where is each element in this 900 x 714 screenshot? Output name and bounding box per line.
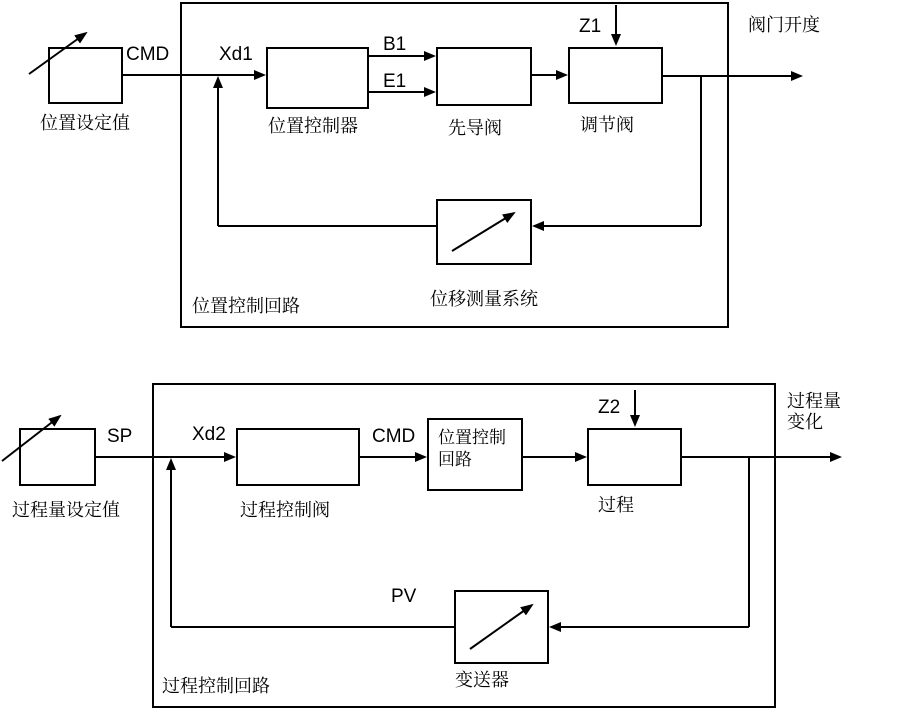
cmd2-arrowhead-icon: [415, 452, 427, 462]
sp-label: SP: [107, 426, 133, 447]
inner-position-loop-label-line2: 回路: [438, 450, 472, 469]
feedback2-right-line: [561, 626, 749, 628]
position-controller-box: [266, 47, 369, 109]
position-loop-label: 位置控制回路: [192, 296, 300, 316]
feedback-tap-line: [700, 76, 702, 226]
process-setpoint-label: 过程量设定值: [12, 500, 120, 520]
xd2-label: Xd2: [192, 424, 226, 445]
inner-position-loop-label-line1: 位置控制: [438, 428, 506, 447]
pilot-valve-box: [436, 47, 532, 106]
feedback2-tap-line: [748, 458, 750, 627]
e1-label: E1: [383, 71, 407, 92]
process-output-label: [787, 391, 841, 433]
position-controller-label: 位置控制器: [268, 116, 358, 136]
b1-line: [369, 55, 424, 57]
transmitter-arrow-icon: [456, 592, 547, 662]
feedback-left-line: [218, 225, 436, 227]
z2-arrowhead-icon: [630, 415, 640, 427]
feedback-left-arrowhead-icon: [532, 221, 544, 231]
control-valve-box: [568, 47, 663, 104]
pv-label: PV: [391, 586, 417, 607]
feedback-up-arrowhead-icon: [213, 76, 223, 88]
measurement-arrow-icon: [438, 201, 530, 263]
process-box: [587, 428, 682, 486]
z2-label: Z2: [598, 397, 621, 418]
inner-to-process-arrowhead-icon: [575, 452, 587, 462]
valve-output-arrowhead-icon: [791, 71, 803, 81]
inner-to-process-line: [523, 456, 575, 458]
displacement-measurement-label: 位移测量系统: [430, 289, 538, 309]
adjustable-arrow-icon: [0, 404, 70, 466]
cmd2-label: CMD: [372, 426, 416, 447]
z1-label: Z1: [579, 16, 602, 37]
process-output-label-line2: 变化: [787, 412, 823, 432]
valve-output-label: 阀门开度: [748, 15, 820, 35]
z1-arrowhead-icon: [611, 34, 621, 46]
inner-position-loop-label: [438, 427, 506, 471]
feedback2-left-vertical-line: [170, 470, 172, 627]
cmd-arrowhead-icon: [254, 70, 266, 80]
feedback2-left-arrowhead-icon: [549, 622, 561, 632]
cmd-line: [123, 74, 254, 76]
sp-line: [96, 456, 224, 458]
feedback-right-line: [544, 225, 701, 227]
transmitter-label: 变送器: [455, 670, 509, 690]
e1-arrowhead-icon: [424, 87, 436, 97]
control-valve-label: 调节阀: [580, 115, 634, 135]
b1-label: B1: [383, 34, 407, 55]
process-label: 过程: [598, 495, 634, 515]
xd1-label: Xd1: [219, 44, 253, 65]
z2-line: [634, 390, 636, 416]
pilot-valve-label: 先导阀: [448, 118, 502, 138]
adjustable-arrow-icon: [18, 20, 102, 82]
process-output-label-line1: 过程量: [787, 391, 841, 411]
position-setpoint-label: 位置设定值: [40, 113, 130, 133]
sp-arrowhead-icon: [224, 452, 236, 462]
process-valve-label: 过程控制阀: [240, 500, 330, 520]
feedback2-up-arrowhead-icon: [166, 458, 176, 470]
feedback-left-vertical-line: [217, 88, 219, 226]
feedback2-left-line: [171, 626, 454, 628]
process-valve-box: [236, 428, 360, 486]
z1-line: [615, 5, 617, 35]
pilot-to-valve-arrowhead-icon: [556, 70, 568, 80]
cmd2-line: [360, 456, 415, 458]
process-output-line: [682, 456, 830, 458]
process-loop-label: 过程控制回路: [162, 676, 270, 696]
b1-arrowhead-icon: [424, 51, 436, 61]
cmd-label: CMD: [126, 44, 170, 65]
valve-output-line: [663, 75, 791, 77]
process-output-arrowhead-icon: [830, 452, 842, 462]
pilot-to-valve-line: [532, 74, 556, 76]
